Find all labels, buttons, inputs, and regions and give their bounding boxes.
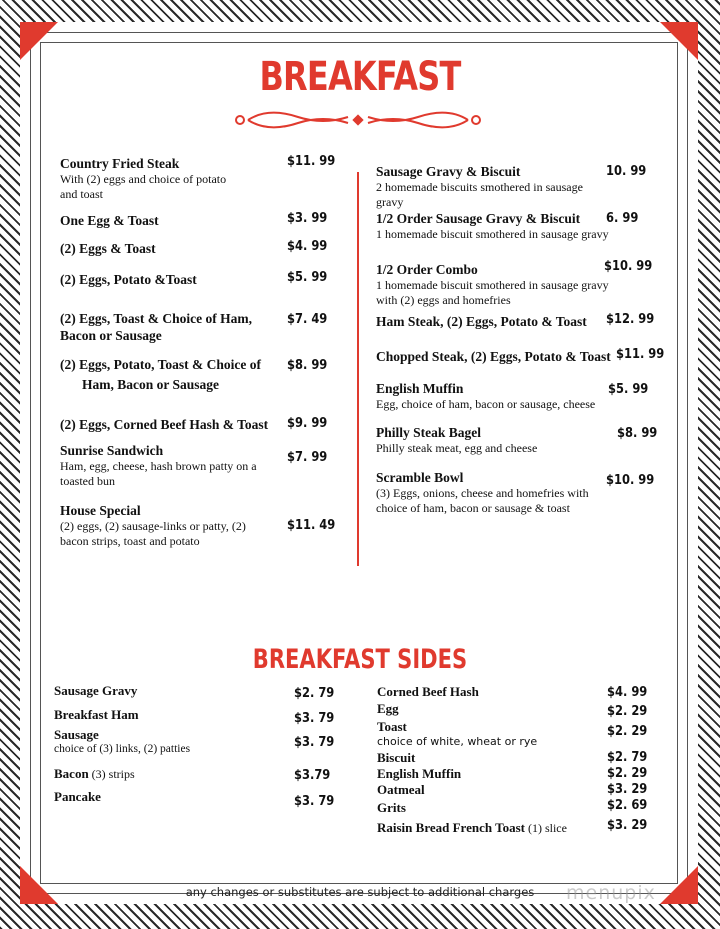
side-item-name (377, 719, 407, 735)
menu-item (376, 349, 611, 365)
side-item-label: Sausage (54, 727, 99, 742)
description-line: (3) Eggs, onions, cheese and homefries with (376, 486, 589, 500)
side-item-name (377, 820, 567, 836)
column-divider (357, 172, 359, 566)
item-description (60, 172, 226, 202)
item-price: $8. 99 (617, 425, 658, 441)
item-name: Scramble Bowl (376, 470, 464, 485)
item-price: 10. 99 (606, 163, 647, 179)
item-price: $11. 99 (287, 153, 336, 169)
side-item-label: Egg (377, 701, 399, 716)
item-description (376, 441, 537, 456)
item-price: 6. 99 (606, 210, 639, 226)
item-name: (2) Eggs, Potato &Toast (60, 272, 197, 287)
side-item-label: Corned Beef Hash (377, 684, 479, 699)
item-price: $11. 99 (616, 346, 665, 362)
side-item-price: $4. 99 (607, 684, 648, 700)
menu-item (376, 164, 583, 210)
item-name: Sausage Gravy & Biscuit (376, 164, 521, 179)
item-name: Philly Steak Bagel (376, 425, 482, 440)
item-price: $9. 99 (287, 415, 328, 431)
corner-decoration (660, 22, 698, 60)
side-item-price: $3. 79 (294, 710, 335, 726)
menu-item (60, 241, 156, 257)
item-name-line2: Bacon or Sausage (60, 328, 162, 343)
item-name: English Muffin (376, 381, 464, 396)
item-name: Sunrise Sandwich (60, 443, 164, 458)
menu-item (60, 213, 159, 229)
item-description (376, 180, 583, 210)
side-item-description: choice of (3) links, (2) patties (54, 743, 191, 755)
item-name: Ham Steak, (2) Eggs, Potato & Toast (376, 314, 587, 329)
side-item-price: $2. 69 (607, 797, 648, 813)
menu-item (376, 262, 609, 308)
menu-item (60, 443, 257, 489)
side-item-name (54, 683, 137, 699)
item-price: $4. 99 (287, 238, 328, 254)
description-line: choice of ham, bacon or sausage & toast (376, 501, 570, 515)
description-line: bacon strips, toast and potato (60, 534, 200, 548)
side-item-name (377, 750, 415, 766)
side-item-label: Sausage Gravy (54, 683, 138, 698)
side-item-price: $3. 79 (294, 734, 335, 750)
side-item-label: Grits (377, 800, 406, 815)
side-item-label: English Muffin (377, 766, 462, 781)
item-name: (2) Eggs, Potato, Toast & Choice of (60, 357, 261, 372)
item-description (60, 459, 257, 489)
side-item-price: $3. 79 (294, 793, 335, 809)
item-name-line2: Ham, Bacon or Sausage (82, 377, 220, 392)
watermark: menupix (566, 882, 656, 904)
item-description (376, 397, 595, 412)
side-item-note: (3) strips (88, 767, 135, 781)
side-item-price: $2. 79 (294, 685, 335, 701)
menu-item (60, 417, 268, 433)
item-name: One Egg & Toast (60, 213, 159, 228)
item-name: 1/2 Order Combo (376, 262, 478, 277)
side-item-price: $2. 29 (607, 765, 648, 781)
item-price: $7. 99 (287, 449, 328, 465)
item-name: Country Fried Steak (60, 156, 180, 171)
side-item-name (54, 707, 139, 723)
description-line: 1 homemade biscuit smothered in sausage gravy (376, 227, 609, 241)
item-description (60, 519, 246, 549)
side-item-label: Bacon (54, 766, 89, 781)
item-price: $3. 99 (287, 210, 328, 226)
side-item-name (377, 684, 479, 700)
side-item-label: Raisin Bread French Toast (377, 820, 525, 835)
menu-item (60, 156, 226, 202)
side-item-price: $2. 29 (607, 723, 648, 739)
description-line: With (2) eggs and choice of potato (60, 172, 227, 186)
item-price: $11. 49 (287, 517, 336, 533)
side-item-label: Breakfast Ham (54, 707, 139, 722)
corner-decoration (20, 22, 58, 60)
description-line: toasted bun (60, 474, 115, 488)
item-price: $7. 49 (287, 311, 328, 327)
side-item-name (54, 789, 101, 805)
menu-item (376, 211, 609, 242)
menu-item (376, 425, 537, 456)
side-item-label: Biscuit (377, 750, 416, 765)
side-item-price: $3.79 (294, 767, 331, 783)
side-item-name (377, 782, 425, 798)
description-line: Egg, choice of ham, bacon or sausage, cheese (376, 397, 596, 411)
side-item-name (377, 766, 461, 782)
item-name: (2) Eggs, Toast & Choice of Ham, (60, 311, 252, 326)
menu-item (376, 314, 587, 330)
side-item-name (377, 800, 406, 816)
menu-item (60, 272, 197, 288)
description-line: Philly steak meat, egg and cheese (376, 441, 538, 455)
side-item-description: choice of white, wheat or rye (377, 735, 538, 748)
menu-item (376, 381, 595, 412)
side-item-price: $3. 29 (607, 781, 648, 797)
menu-item (60, 311, 252, 344)
item-name: (2) Eggs, Corned Beef Hash & Toast (60, 417, 269, 432)
ornament-divider-icon (228, 105, 488, 135)
side-item-price: $2. 79 (607, 749, 648, 765)
menu-item (60, 357, 261, 393)
item-name: (2) Eggs & Toast (60, 241, 156, 256)
side-item-name (54, 727, 99, 743)
description-line: with (2) eggs and homefries (376, 293, 511, 307)
menu-item (60, 503, 246, 549)
item-name: Chopped Steak, (2) Eggs, Potato & Toast (376, 349, 611, 364)
item-price: $12. 99 (606, 311, 655, 327)
description-line: Ham, egg, cheese, hash brown patty on a (60, 459, 257, 473)
description-line: gravy (376, 195, 404, 209)
footer-note: any changes or substitutes are subject to additional charges (185, 885, 535, 899)
side-item-label: Oatmeal (377, 782, 425, 797)
item-price: $10. 99 (604, 258, 653, 274)
item-description (376, 227, 609, 242)
item-price: $5. 99 (608, 381, 649, 397)
side-item-label: Pancake (54, 789, 101, 804)
side-item-price: $3. 29 (607, 817, 648, 833)
item-description (376, 486, 589, 516)
side-item-note: (1) slice (524, 821, 567, 835)
menu-item (376, 470, 589, 516)
description-line: 1 homemade biscuit smothered in sausage gravy (376, 278, 609, 292)
side-item-name (377, 701, 399, 717)
side-item-label: Toast (377, 719, 407, 734)
item-description (376, 278, 609, 308)
item-name: House Special (60, 503, 141, 518)
description-line: and toast (60, 187, 103, 201)
page-title: BREAKFAST (259, 54, 461, 100)
item-price: $10. 99 (606, 472, 655, 488)
side-item-name (54, 766, 135, 782)
side-item-price: $2. 29 (607, 703, 648, 719)
item-price: $5. 99 (287, 269, 328, 285)
item-price: $8. 99 (287, 357, 328, 373)
sides-title: BREAKFAST SIDES (252, 644, 468, 675)
item-name: 1/2 Order Sausage Gravy & Biscuit (376, 211, 581, 226)
description-line: (2) eggs, (2) sausage-links or patty, (2) (60, 519, 246, 533)
description-line: 2 homemade biscuits smothered in sausage (376, 180, 583, 194)
